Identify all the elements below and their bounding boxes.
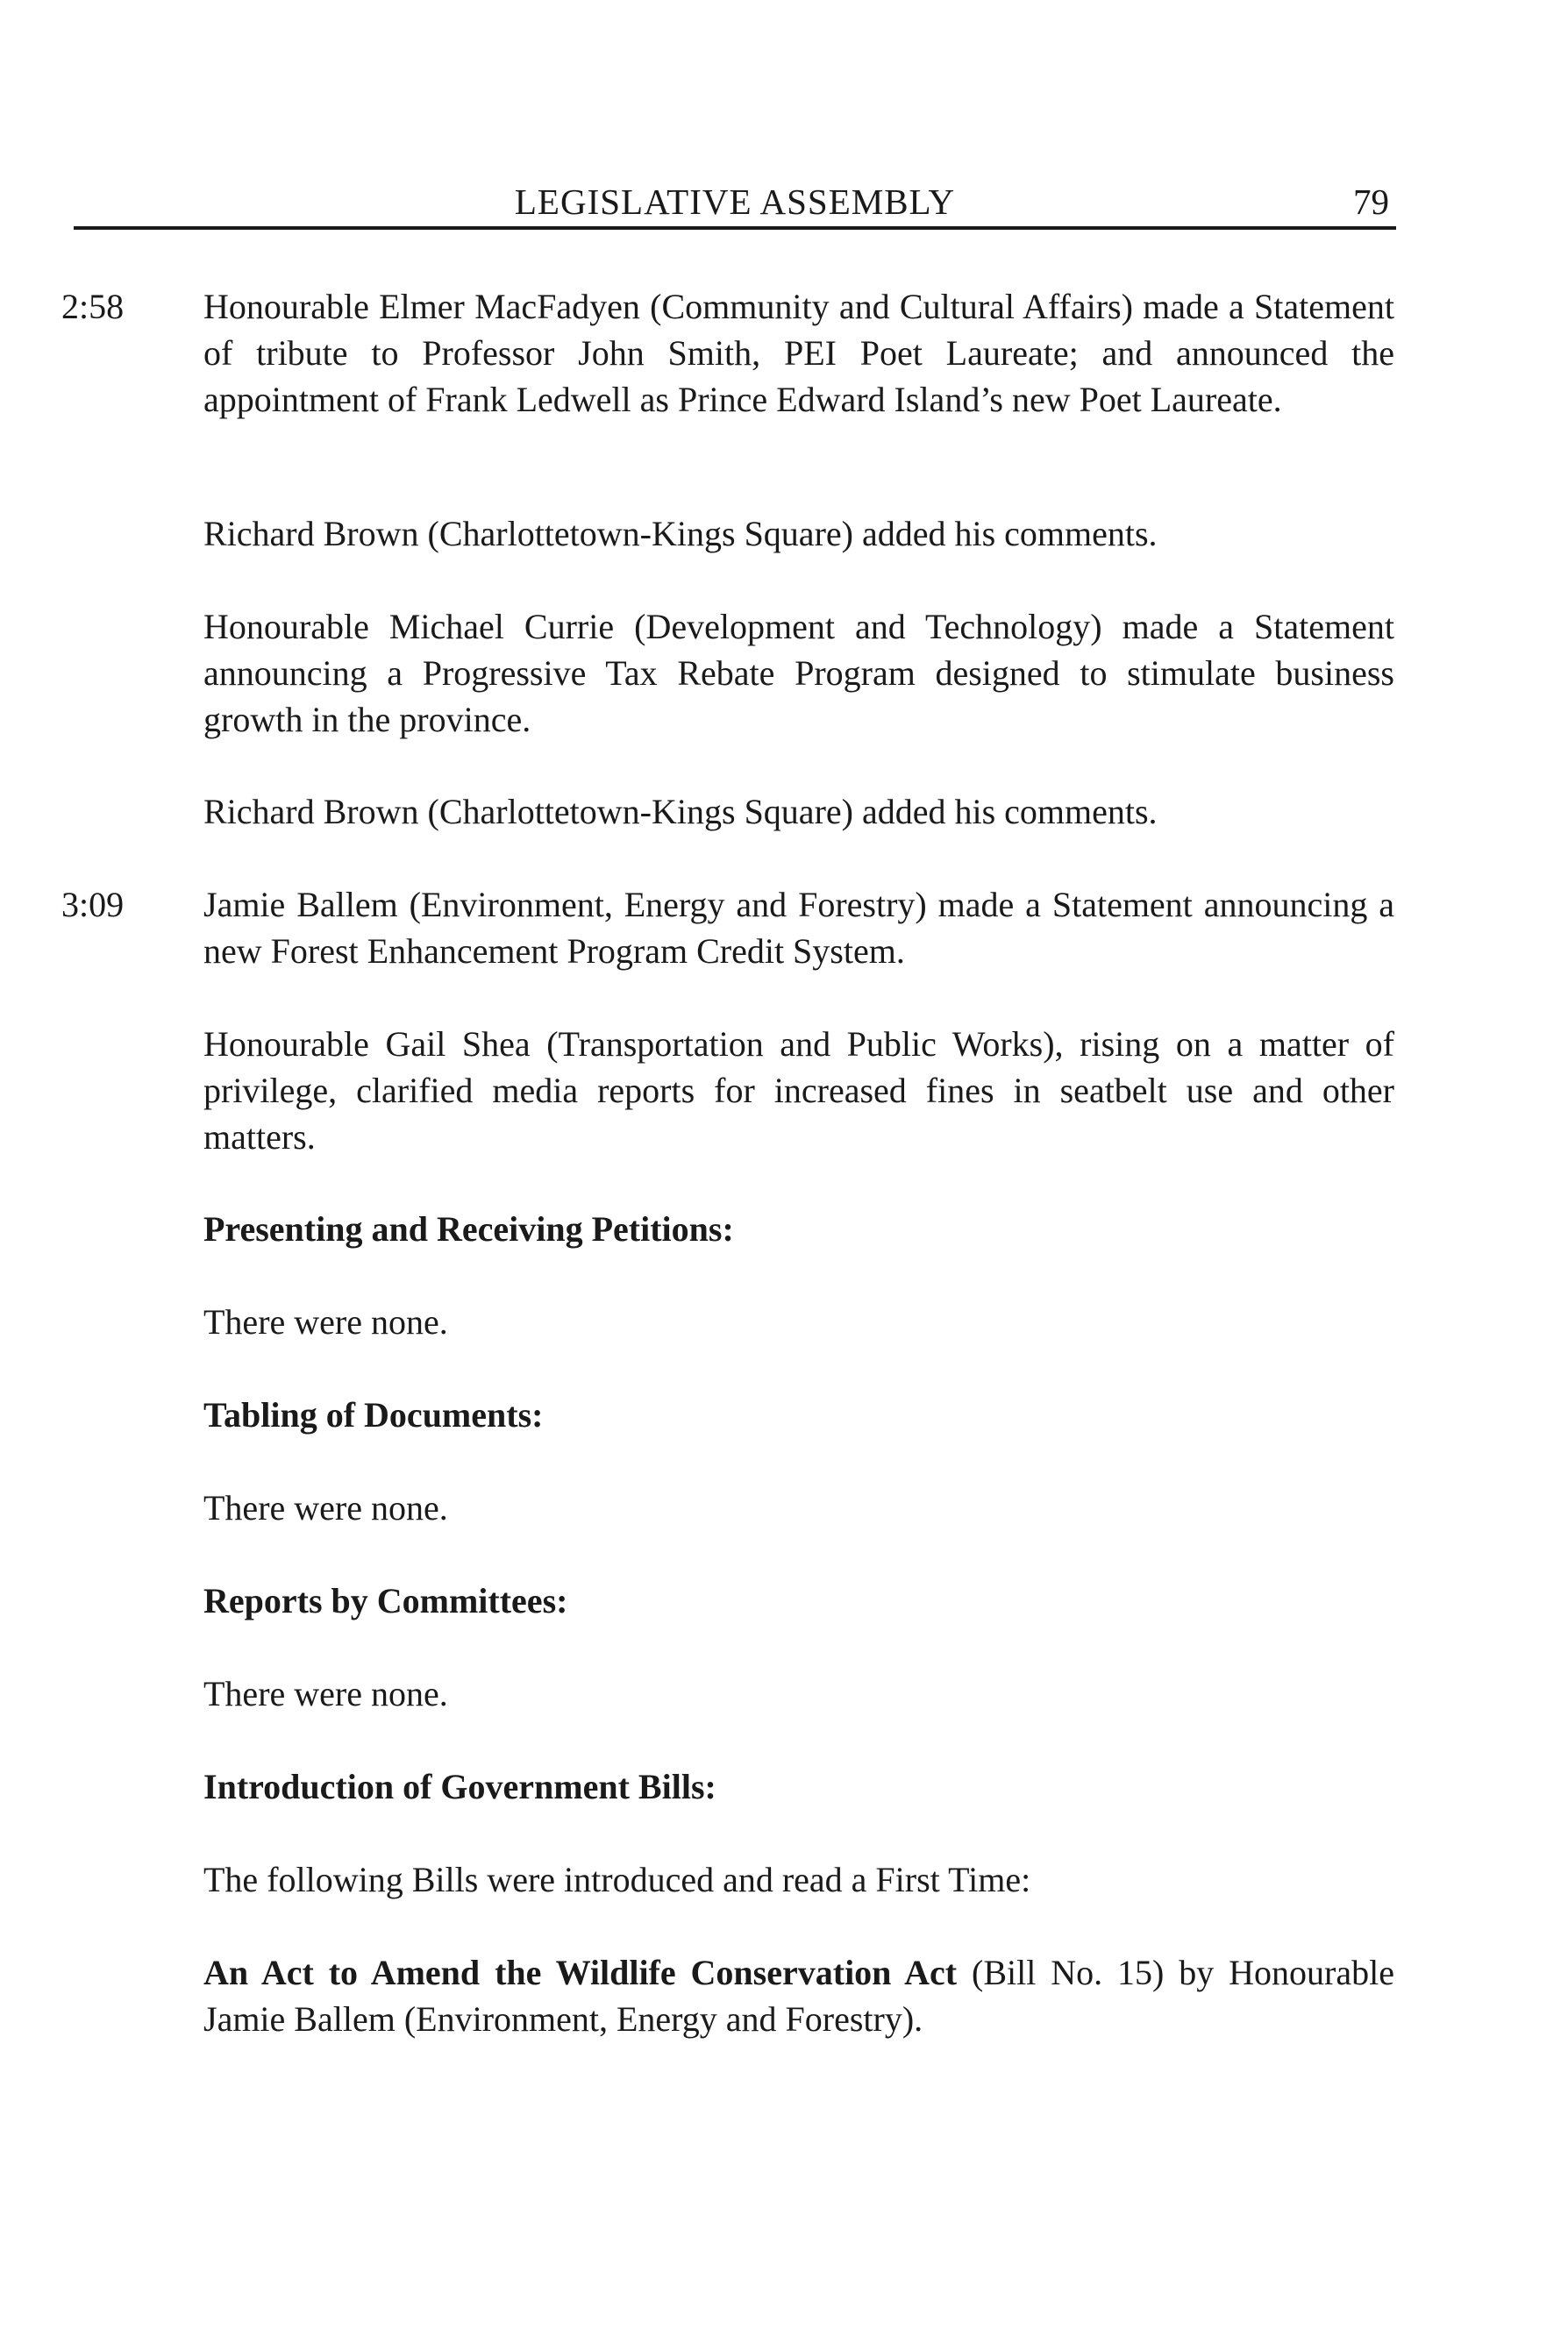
section-body: There were none. [203, 1488, 448, 1528]
entry-text: Jamie Ballem (Environment, Energy and Forestry) made a Statement announcing a new Forest Enhancement Program Credit System. [203, 885, 1394, 971]
section-heading: Introduction of Government Bills: [203, 1767, 716, 1806]
entry-text: Richard Brown (Charlottetown-Kings Square) added his comments. [203, 792, 1158, 831]
entry-text: Honourable Elmer MacFadyen (Community and Cultural Affairs) made a Statement of tribute to Professor John Smith, PEI Poet Laureate; and announced the appointment of Frank Ledwell as Prince Edward Island’s new Poet Laureate. [203, 287, 1394, 419]
section-body: There were none. [203, 1674, 448, 1713]
bill-details: (Bill No. 15) by Honourable Jamie Ballem (Environment, Energy and Forestry). [203, 1953, 1394, 2039]
entry-time: 2:58 [61, 287, 125, 326]
entry-time: 3:09 [61, 885, 125, 924]
running-header [74, 175, 1396, 228]
entry-text: Richard Brown (Charlottetown-Kings Square) added his comments. [203, 514, 1158, 553]
bill-title: An Act to Amend the Wildlife Conservation Act [203, 1953, 958, 1992]
bill-entry [203, 1949, 1394, 2042]
running-header-title: LEGISLATIVE ASSEMBLY [514, 182, 956, 222]
section-heading: Reports by Committees: [203, 1581, 568, 1620]
section-body: There were none. [203, 1302, 448, 1342]
section-heading: Presenting and Receiving Petitions: [203, 1209, 734, 1249]
section-body: The following Bills were introduced and read a First Time: [203, 1860, 1031, 1899]
entry-text: Honourable Michael Currie (Development and Technology) made a Statement announcing a Progressive Tax Rebate Program designed to stimulate business growth in the province. [203, 607, 1394, 739]
entry-text: Honourable Gail Shea (Transportation and Public Works), rising on a matter of privilege, clarified media reports for increased fines in seatbelt use and other matters. [203, 1024, 1394, 1157]
page-number: 79 [1353, 182, 1389, 222]
section-heading: Tabling of Documents: [203, 1395, 544, 1435]
header-rule [74, 226, 1396, 230]
